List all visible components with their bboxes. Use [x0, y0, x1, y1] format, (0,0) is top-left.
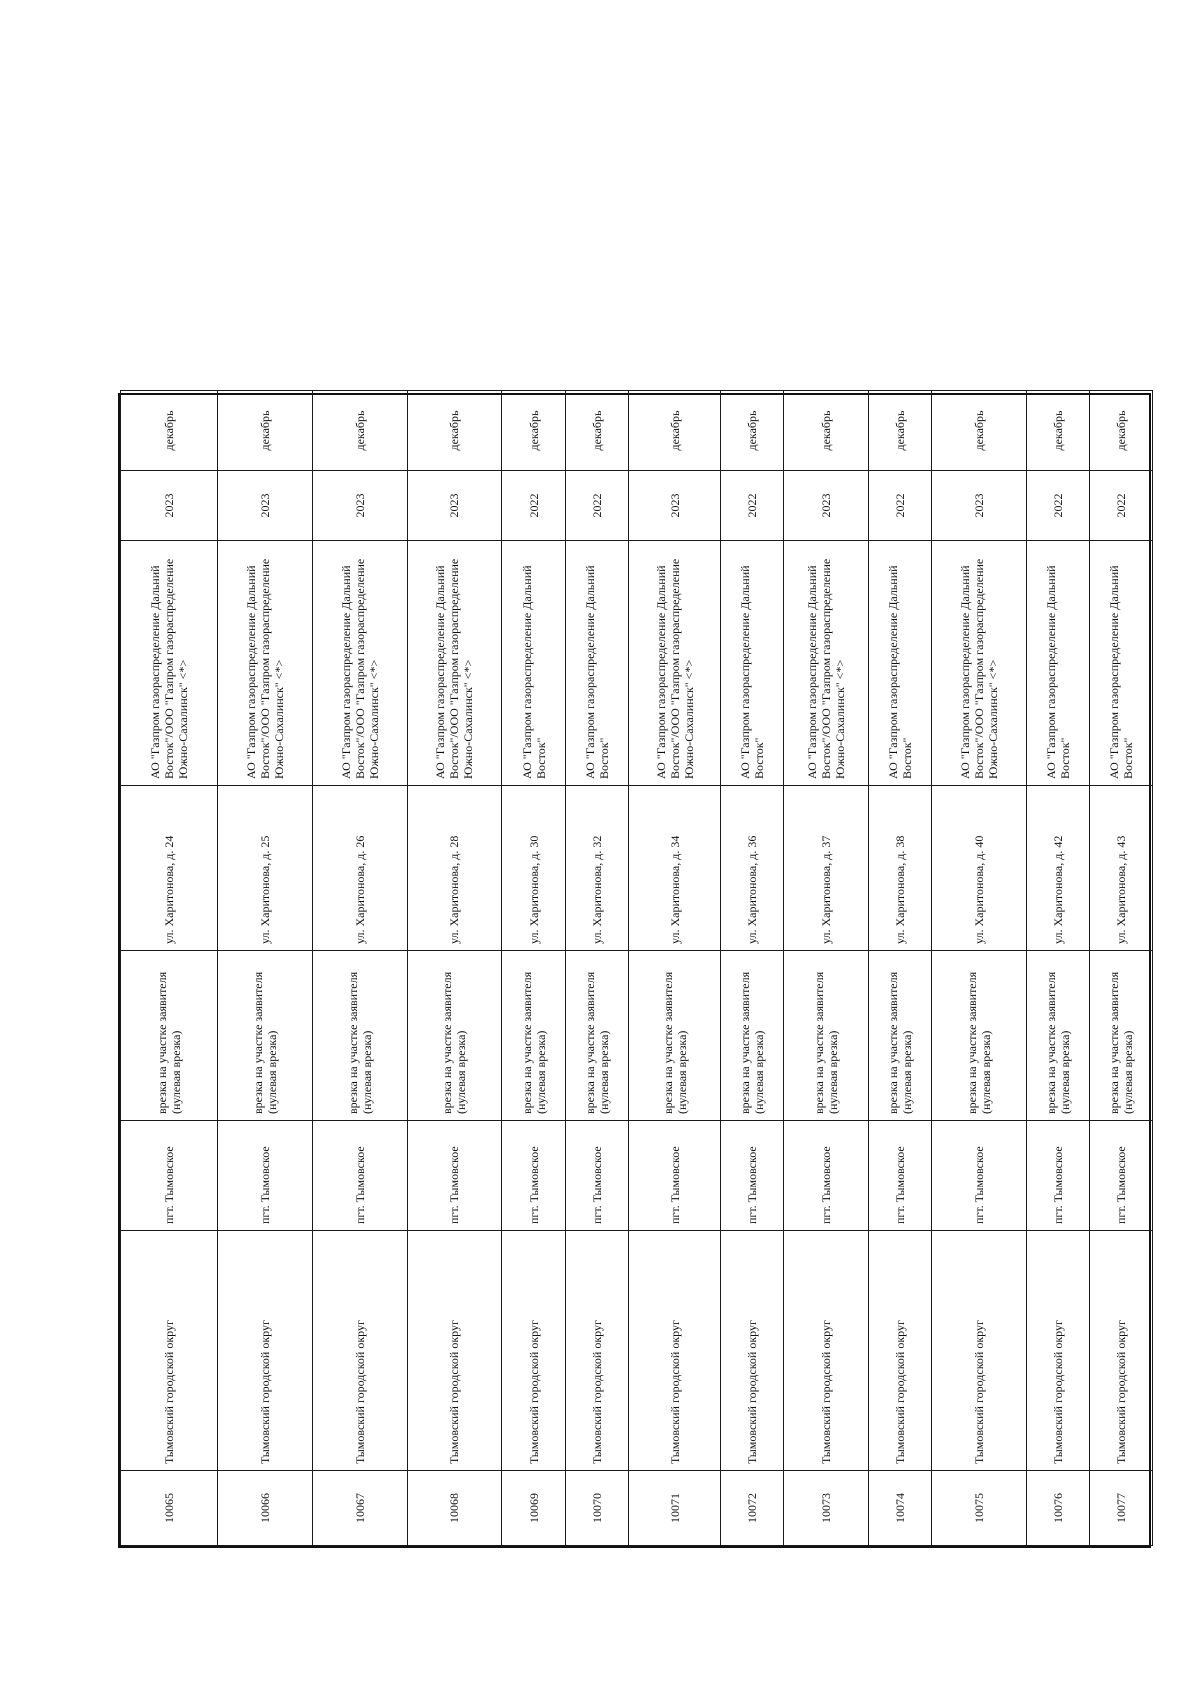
cell-month: декабрь: [312, 391, 407, 471]
cell-address: ул. Харитонова, д. 36: [720, 786, 784, 951]
cell-district: Тымовский городской округ: [121, 1231, 218, 1471]
cell-address: ул. Харитонова, д. 38: [868, 786, 932, 951]
cell-work-type: врезка на участке заявителя (нулевая врезка): [218, 951, 313, 1121]
cell-record-number: 10067: [312, 1471, 407, 1546]
cell-district: Тымовский городской округ: [407, 1231, 502, 1471]
cell-record-number: 10068: [407, 1471, 502, 1546]
cell-year: 2023: [407, 471, 502, 541]
cell-month: декабрь: [1090, 391, 1153, 471]
cell-settlement: пгт. Тымовское: [784, 1121, 868, 1231]
cell-year: 2022: [565, 471, 629, 541]
table-row: [1026, 391, 1090, 1546]
cell-year: 2023: [932, 471, 1027, 541]
cell-district: Тымовский городской округ: [784, 1231, 868, 1471]
cell-district: Тымовский городской округ: [1026, 1231, 1090, 1471]
cell-work-type: врезка на участке заявителя (нулевая врезка): [868, 951, 932, 1121]
cell-district: Тымовский городской округ: [868, 1231, 932, 1471]
cell-organization: АО "Газпром газораспределение Дальний Восток": [868, 541, 932, 786]
cell-organization: АО "Газпром газораспределение Дальний Восток": [1090, 541, 1153, 786]
cell-year: 2023: [784, 471, 868, 541]
cell-year: 2022: [1090, 471, 1153, 541]
cell-district: Тымовский городской округ: [629, 1231, 720, 1471]
table-row: [784, 391, 868, 1546]
cell-district: Тымовский городской округ: [565, 1231, 629, 1471]
table-row: [1090, 391, 1153, 1546]
cell-month: декабрь: [565, 391, 629, 471]
cell-work-type: врезка на участке заявителя (нулевая врезка): [720, 951, 784, 1121]
cell-address: ул. Харитонова, д. 26: [312, 786, 407, 951]
cell-settlement: пгт. Тымовское: [218, 1121, 313, 1231]
cell-month: декабрь: [121, 391, 218, 471]
cell-district: Тымовский городской округ: [502, 1231, 566, 1471]
table-row: [720, 391, 784, 1546]
cell-district: Тымовский городской округ: [218, 1231, 313, 1471]
table-row: [629, 391, 720, 1546]
cell-year: 2023: [121, 471, 218, 541]
cell-month: декабрь: [407, 391, 502, 471]
cell-settlement: пгт. Тымовское: [932, 1121, 1027, 1231]
cell-organization: АО "Газпром газораспределение Дальний Восток"/ООО "Газпром газораспределение Южно-Сахалинск" <*>: [312, 541, 407, 786]
cell-work-type: врезка на участке заявителя (нулевая врезка): [565, 951, 629, 1121]
cell-record-number: 10073: [784, 1471, 868, 1546]
cell-address: ул. Харитонова, д. 43: [1090, 786, 1153, 951]
cell-district: Тымовский городской округ: [312, 1231, 407, 1471]
cell-settlement: пгт. Тымовское: [565, 1121, 629, 1231]
cell-record-number: 10065: [121, 1471, 218, 1546]
cell-organization: АО "Газпром газораспределение Дальний Восток": [565, 541, 629, 786]
cell-settlement: пгт. Тымовское: [1026, 1121, 1090, 1231]
cell-year: 2023: [218, 471, 313, 541]
cell-work-type: врезка на участке заявителя (нулевая врезка): [932, 951, 1027, 1121]
cell-month: декабрь: [218, 391, 313, 471]
cell-address: ул. Харитонова, д. 34: [629, 786, 720, 951]
cell-work-type: врезка на участке заявителя (нулевая врезка): [312, 951, 407, 1121]
cell-month: декабрь: [629, 391, 720, 471]
cell-work-type: врезка на участке заявителя (нулевая врезка): [407, 951, 502, 1121]
cell-record-number: 10075: [932, 1471, 1027, 1546]
cell-year: 2023: [312, 471, 407, 541]
cell-address: ул. Харитонова, д. 30: [502, 786, 566, 951]
cell-record-number: 10076: [1026, 1471, 1090, 1546]
cell-settlement: пгт. Тымовское: [407, 1121, 502, 1231]
cell-month: декабрь: [932, 391, 1027, 471]
table-row: [868, 391, 932, 1546]
cell-address: ул. Харитонова, д. 32: [565, 786, 629, 951]
table-row: [932, 391, 1027, 1546]
cell-work-type: врезка на участке заявителя (нулевая врезка): [784, 951, 868, 1121]
cell-address: ул. Харитонова, д. 28: [407, 786, 502, 951]
cell-year: 2022: [720, 471, 784, 541]
cell-address: ул. Харитонова, д. 40: [932, 786, 1027, 951]
table-row: [502, 391, 566, 1546]
cell-work-type: врезка на участке заявителя (нулевая врезка): [629, 951, 720, 1121]
cell-organization: АО "Газпром газораспределение Дальний Восток": [502, 541, 566, 786]
cell-address: ул. Харитонова, д. 37: [784, 786, 868, 951]
cell-settlement: пгт. Тымовское: [502, 1121, 566, 1231]
cell-month: декабрь: [1026, 391, 1090, 471]
cell-record-number: 10069: [502, 1471, 566, 1546]
cell-settlement: пгт. Тымовское: [720, 1121, 784, 1231]
cell-settlement: пгт. Тымовское: [1090, 1121, 1153, 1231]
cell-year: 2022: [502, 471, 566, 541]
cell-district: Тымовский городской округ: [932, 1231, 1027, 1471]
cell-organization: АО "Газпром газораспределение Дальний Восток"/ООО "Газпром газораспределение Южно-Сахалинск" <*>: [407, 541, 502, 786]
cell-work-type: врезка на участке заявителя (нулевая врезка): [1090, 951, 1153, 1121]
table-row: [121, 391, 218, 1546]
cell-month: декабрь: [784, 391, 868, 471]
cell-month: декабрь: [720, 391, 784, 471]
table-row: [407, 391, 502, 1546]
cell-month: декабрь: [502, 391, 566, 471]
cell-organization: АО "Газпром газораспределение Дальний Восток"/ООО "Газпром газораспределение Южно-Сахалинск" <*>: [218, 541, 313, 786]
cell-organization: АО "Газпром газораспределение Дальний Восток": [720, 541, 784, 786]
cell-record-number: 10066: [218, 1471, 313, 1546]
cell-organization: АО "Газпром газораспределение Дальний Восток": [1026, 541, 1090, 786]
cell-record-number: 10072: [720, 1471, 784, 1546]
cell-organization: АО "Газпром газораспределение Дальний Восток"/ООО "Газпром газораспределение Южно-Сахалинск" <*>: [121, 541, 218, 786]
cell-work-type: врезка на участке заявителя (нулевая врезка): [1026, 951, 1090, 1121]
table-row: [312, 391, 407, 1546]
cell-year: 2022: [1026, 471, 1090, 541]
cell-address: ул. Харитонова, д. 24: [121, 786, 218, 951]
cell-organization: АО "Газпром газораспределение Дальний Восток"/ООО "Газпром газораспределение Южно-Сахалинск" <*>: [629, 541, 720, 786]
cell-record-number: 10077: [1090, 1471, 1153, 1546]
cell-organization: АО "Газпром газораспределение Дальний Восток"/ООО "Газпром газораспределение Южно-Сахалинск" <*>: [932, 541, 1027, 786]
cell-work-type: врезка на участке заявителя (нулевая врезка): [502, 951, 566, 1121]
cell-record-number: 10071: [629, 1471, 720, 1546]
cell-year: 2023: [629, 471, 720, 541]
cell-district: Тымовский городской округ: [720, 1231, 784, 1471]
cell-settlement: пгт. Тымовское: [868, 1121, 932, 1231]
cell-address: ул. Харитонова, д. 25: [218, 786, 313, 951]
cell-work-type: врезка на участке заявителя (нулевая врезка): [121, 951, 218, 1121]
cell-month: декабрь: [868, 391, 932, 471]
cell-settlement: пгт. Тымовское: [629, 1121, 720, 1231]
cell-settlement: пгт. Тымовское: [121, 1121, 218, 1231]
table-row: [565, 391, 629, 1546]
cell-record-number: 10074: [868, 1471, 932, 1546]
cell-settlement: пгт. Тымовское: [312, 1121, 407, 1231]
table-row: [218, 391, 313, 1546]
cell-address: ул. Харитонова, д. 42: [1026, 786, 1090, 951]
cell-district: Тымовский городской округ: [1090, 1231, 1153, 1471]
gasification-schedule-table: [120, 390, 1153, 1546]
cell-organization: АО "Газпром газораспределение Дальний Восток"/ООО "Газпром газораспределение Южно-Сахалинск" <*>: [784, 541, 868, 786]
rotated-table-container: [118, 393, 1151, 1548]
cell-year: 2022: [868, 471, 932, 541]
cell-record-number: 10070: [565, 1471, 629, 1546]
